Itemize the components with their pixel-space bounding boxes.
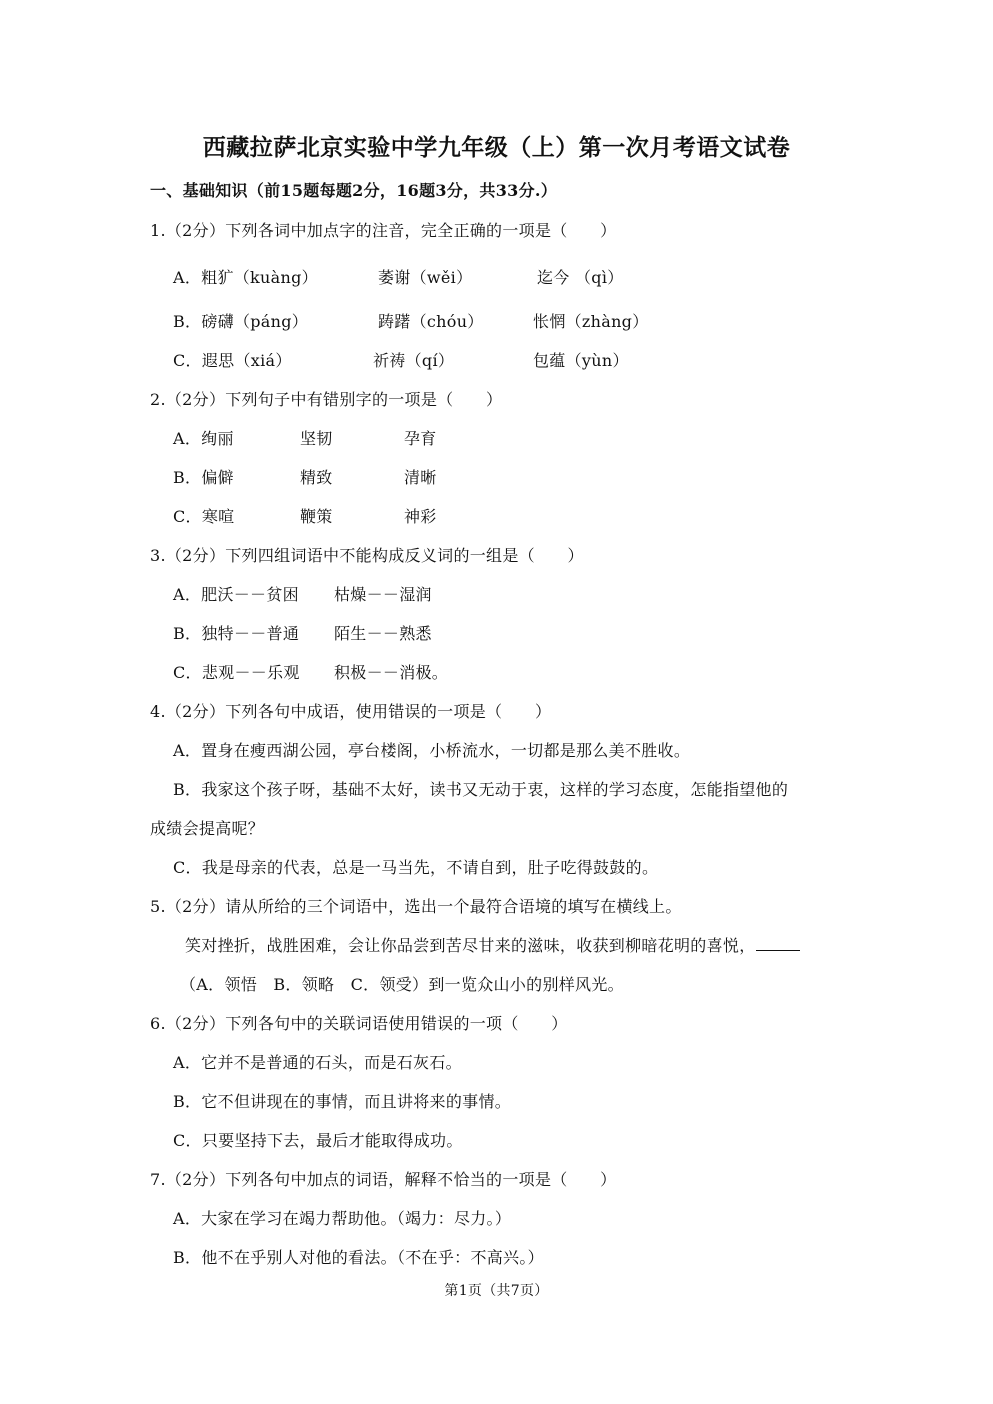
question-1-stem: 1.（2分）下列各词中加点字的注音，完全正确的一项是（ ） — [150, 221, 617, 240]
q4-option-b-line2: 成绩会提高呢？ — [150, 819, 265, 838]
q4-option-a: A．置身在瘦西湖公园，亭台楼阁，小桥流水，一切都是那么美不胜收。 — [173, 741, 691, 760]
q2-option-b-2: 精致 — [300, 468, 333, 487]
answer-blank[interactable] — [756, 936, 800, 951]
question-2-stem: 2.（2分）下列句子中有错别字的一项是（ ） — [150, 390, 503, 409]
page-title: 西藏拉萨北京实验中学九年级（上）第一次月考语文试卷 — [202, 134, 791, 161]
q2-option-b-1: B．偏僻 — [173, 468, 234, 487]
question-7-stem: 7.（2分）下列各句中加点的词语，解释不恰当的一项是（ ） — [150, 1170, 617, 1189]
q2-option-a-3: 孕育 — [404, 429, 437, 448]
q3-option-b-1: B．独特－－普通 — [173, 624, 300, 643]
q7-option-b: B．他不在乎别人对他的看法。（不在乎：不高兴。） — [173, 1248, 544, 1267]
q1-option-a-2: 萎谢（wěi） — [378, 268, 473, 287]
q5-passage-text: 笑对挫折，战胜困难，会让你品尝到苦尽甘来的滋味，收获到柳暗花明的喜悦， — [185, 936, 756, 955]
q5-passage-line1 — [185, 936, 800, 956]
q3-option-a-1: A．肥沃－－贫困 — [173, 585, 299, 604]
q1-option-a-1: A．粗犷（kuàng） — [173, 268, 318, 287]
question-6-stem: 6.（2分）下列各句中的关联词语使用错误的一项（ ） — [150, 1014, 568, 1033]
q1-option-c-1: C．遐思（xiá） — [173, 351, 292, 370]
section-heading: 一、基础知识（前15题每题2分，16题3分，共33分.） — [150, 181, 558, 200]
q4-option-c: C．我是母亲的代表，总是一马当先，不请自到，肚子吃得鼓鼓的。 — [173, 858, 659, 877]
q1-option-b-3: 怅惘（zhàng） — [533, 312, 649, 331]
q1-option-c-3: 包蕴（yùn） — [533, 351, 629, 370]
q1-option-c-2: 祈祷（qí） — [373, 351, 455, 370]
question-4-stem: 4.（2分）下列各句中成语，使用错误的一项是（ ） — [150, 702, 552, 721]
q3-option-a-2: 枯燥－－湿润 — [334, 585, 432, 604]
q2-option-c-1: C．寒喧 — [173, 507, 235, 526]
q3-option-c-2: 积极－－消极。 — [334, 663, 449, 682]
q2-option-a-1: A．绚丽 — [173, 429, 234, 448]
q1-option-b-2: 踌躇（chóu） — [378, 312, 484, 331]
q4-option-b-line1: B．我家这个孩子呀，基础不太好，读书又无动于衷，这样的学习态度，怎能指望他的 — [173, 780, 789, 799]
q1-option-a-3: 迄今 （qì） — [537, 268, 624, 287]
question-5-stem: 5.（2分）请从所给的三个词语中，选出一个最符合语境的填写在横线上。 — [150, 897, 682, 916]
page-footer: 第1页（共7页） — [444, 1283, 549, 1299]
q6-option-a: A．它并不是普通的石头，而是石灰石。 — [173, 1053, 462, 1072]
q2-option-b-3: 清晰 — [404, 468, 437, 487]
q6-option-c: C．只要坚持下去，最后才能取得成功。 — [173, 1131, 463, 1150]
q2-option-c-3: 神彩 — [404, 507, 437, 526]
q3-option-b-2: 陌生－－熟悉 — [334, 624, 432, 643]
q6-option-b: B．它不但讲现在的事情，而且讲将来的事情。 — [173, 1092, 512, 1111]
q3-option-c-1: C．悲观－－乐观 — [173, 663, 300, 682]
q5-passage-line2: （A．领悟 B．领略 C．领受）到一览众山小的别样风光。 — [180, 975, 624, 994]
q2-option-a-2: 坚韧 — [300, 429, 333, 448]
question-3-stem: 3.（2分）下列四组词语中不能构成反义词的一组是（ ） — [150, 546, 584, 565]
q2-option-c-2: 鞭策 — [300, 507, 333, 526]
q1-option-b-1: B．磅礴（páng） — [173, 312, 309, 331]
q7-option-a: A．大家在学习在竭力帮助他。（竭力：尽力。） — [173, 1209, 512, 1228]
